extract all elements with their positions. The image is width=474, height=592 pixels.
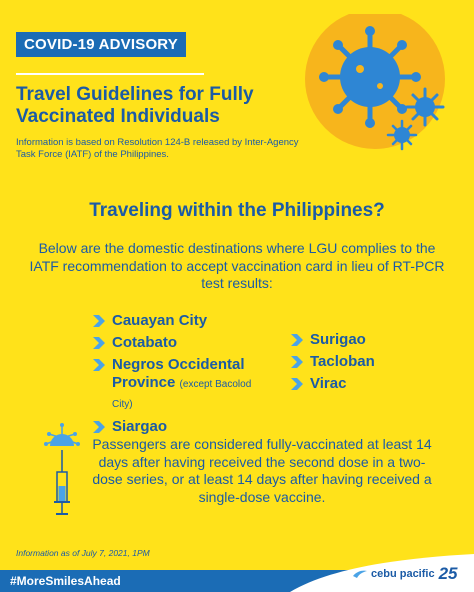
anniversary-mark: 25: [438, 564, 458, 583]
advisory-badge: COVID-19 ADVISORY: [16, 32, 186, 57]
chevron-right-icon: [290, 355, 304, 369]
destination-name: Siargao: [112, 418, 168, 435]
destination-item: [290, 331, 375, 349]
destination-exception-note: (except Bacolod City): [112, 379, 252, 410]
destination-name: [112, 356, 272, 414]
destination-name-text: Negros Occidental Province: [112, 356, 245, 391]
chevron-right-icon: [290, 377, 304, 391]
virus-icon: [290, 14, 470, 164]
brand: [352, 564, 458, 584]
destination-item: [92, 418, 272, 436]
chevron-right-icon: [92, 314, 106, 328]
destination-name: Cauayan City: [112, 312, 208, 329]
destination-item: [92, 334, 272, 352]
destination-item: [92, 312, 272, 330]
chevron-right-icon: [290, 333, 304, 347]
destination-item: [290, 353, 375, 371]
chevron-right-icon: [92, 420, 106, 434]
info-date: Information as of July 7, 2021, 1PM: [16, 548, 150, 558]
title-divider: [16, 73, 204, 75]
chevron-right-icon: [92, 336, 106, 350]
destination-name: Virac: [310, 375, 347, 392]
destination-item: [290, 375, 375, 393]
destination-name: Tacloban: [310, 353, 375, 370]
source-note: Information is based on Resolution 124-B released by Inter-Agency Task Force (IATF) of the Philippines.: [16, 137, 299, 160]
cebu-pacific-logo: [352, 569, 368, 579]
syringe-icon: [40, 420, 84, 520]
destination-name: Cotabato: [112, 334, 177, 351]
chevron-right-icon: [92, 358, 106, 372]
brand-name: cebu pacific: [371, 568, 435, 580]
hashtag: #MoreSmilesAhead: [10, 574, 121, 588]
section-title: Traveling within the Philippines?: [89, 200, 385, 221]
destination-list-left: [92, 312, 272, 440]
vaccinated-definition: Passengers are considered fully-vaccinated at least 14 days after having received the second dose in a two-dose series, or at least 14 days after having received a single-dose vaccine.: [92, 436, 432, 505]
intro-text: Below are the domestic destinations where LGU complies to the IATF recommendation to accept vaccination card in lieu of RT-PCR test results:: [29, 240, 445, 291]
page-title: Travel Guidelines for Fully Vaccinated Individuals: [16, 84, 254, 127]
destination-list-right: [290, 331, 375, 397]
destination-item: [92, 356, 272, 414]
destination-name: Surigao: [310, 331, 366, 348]
